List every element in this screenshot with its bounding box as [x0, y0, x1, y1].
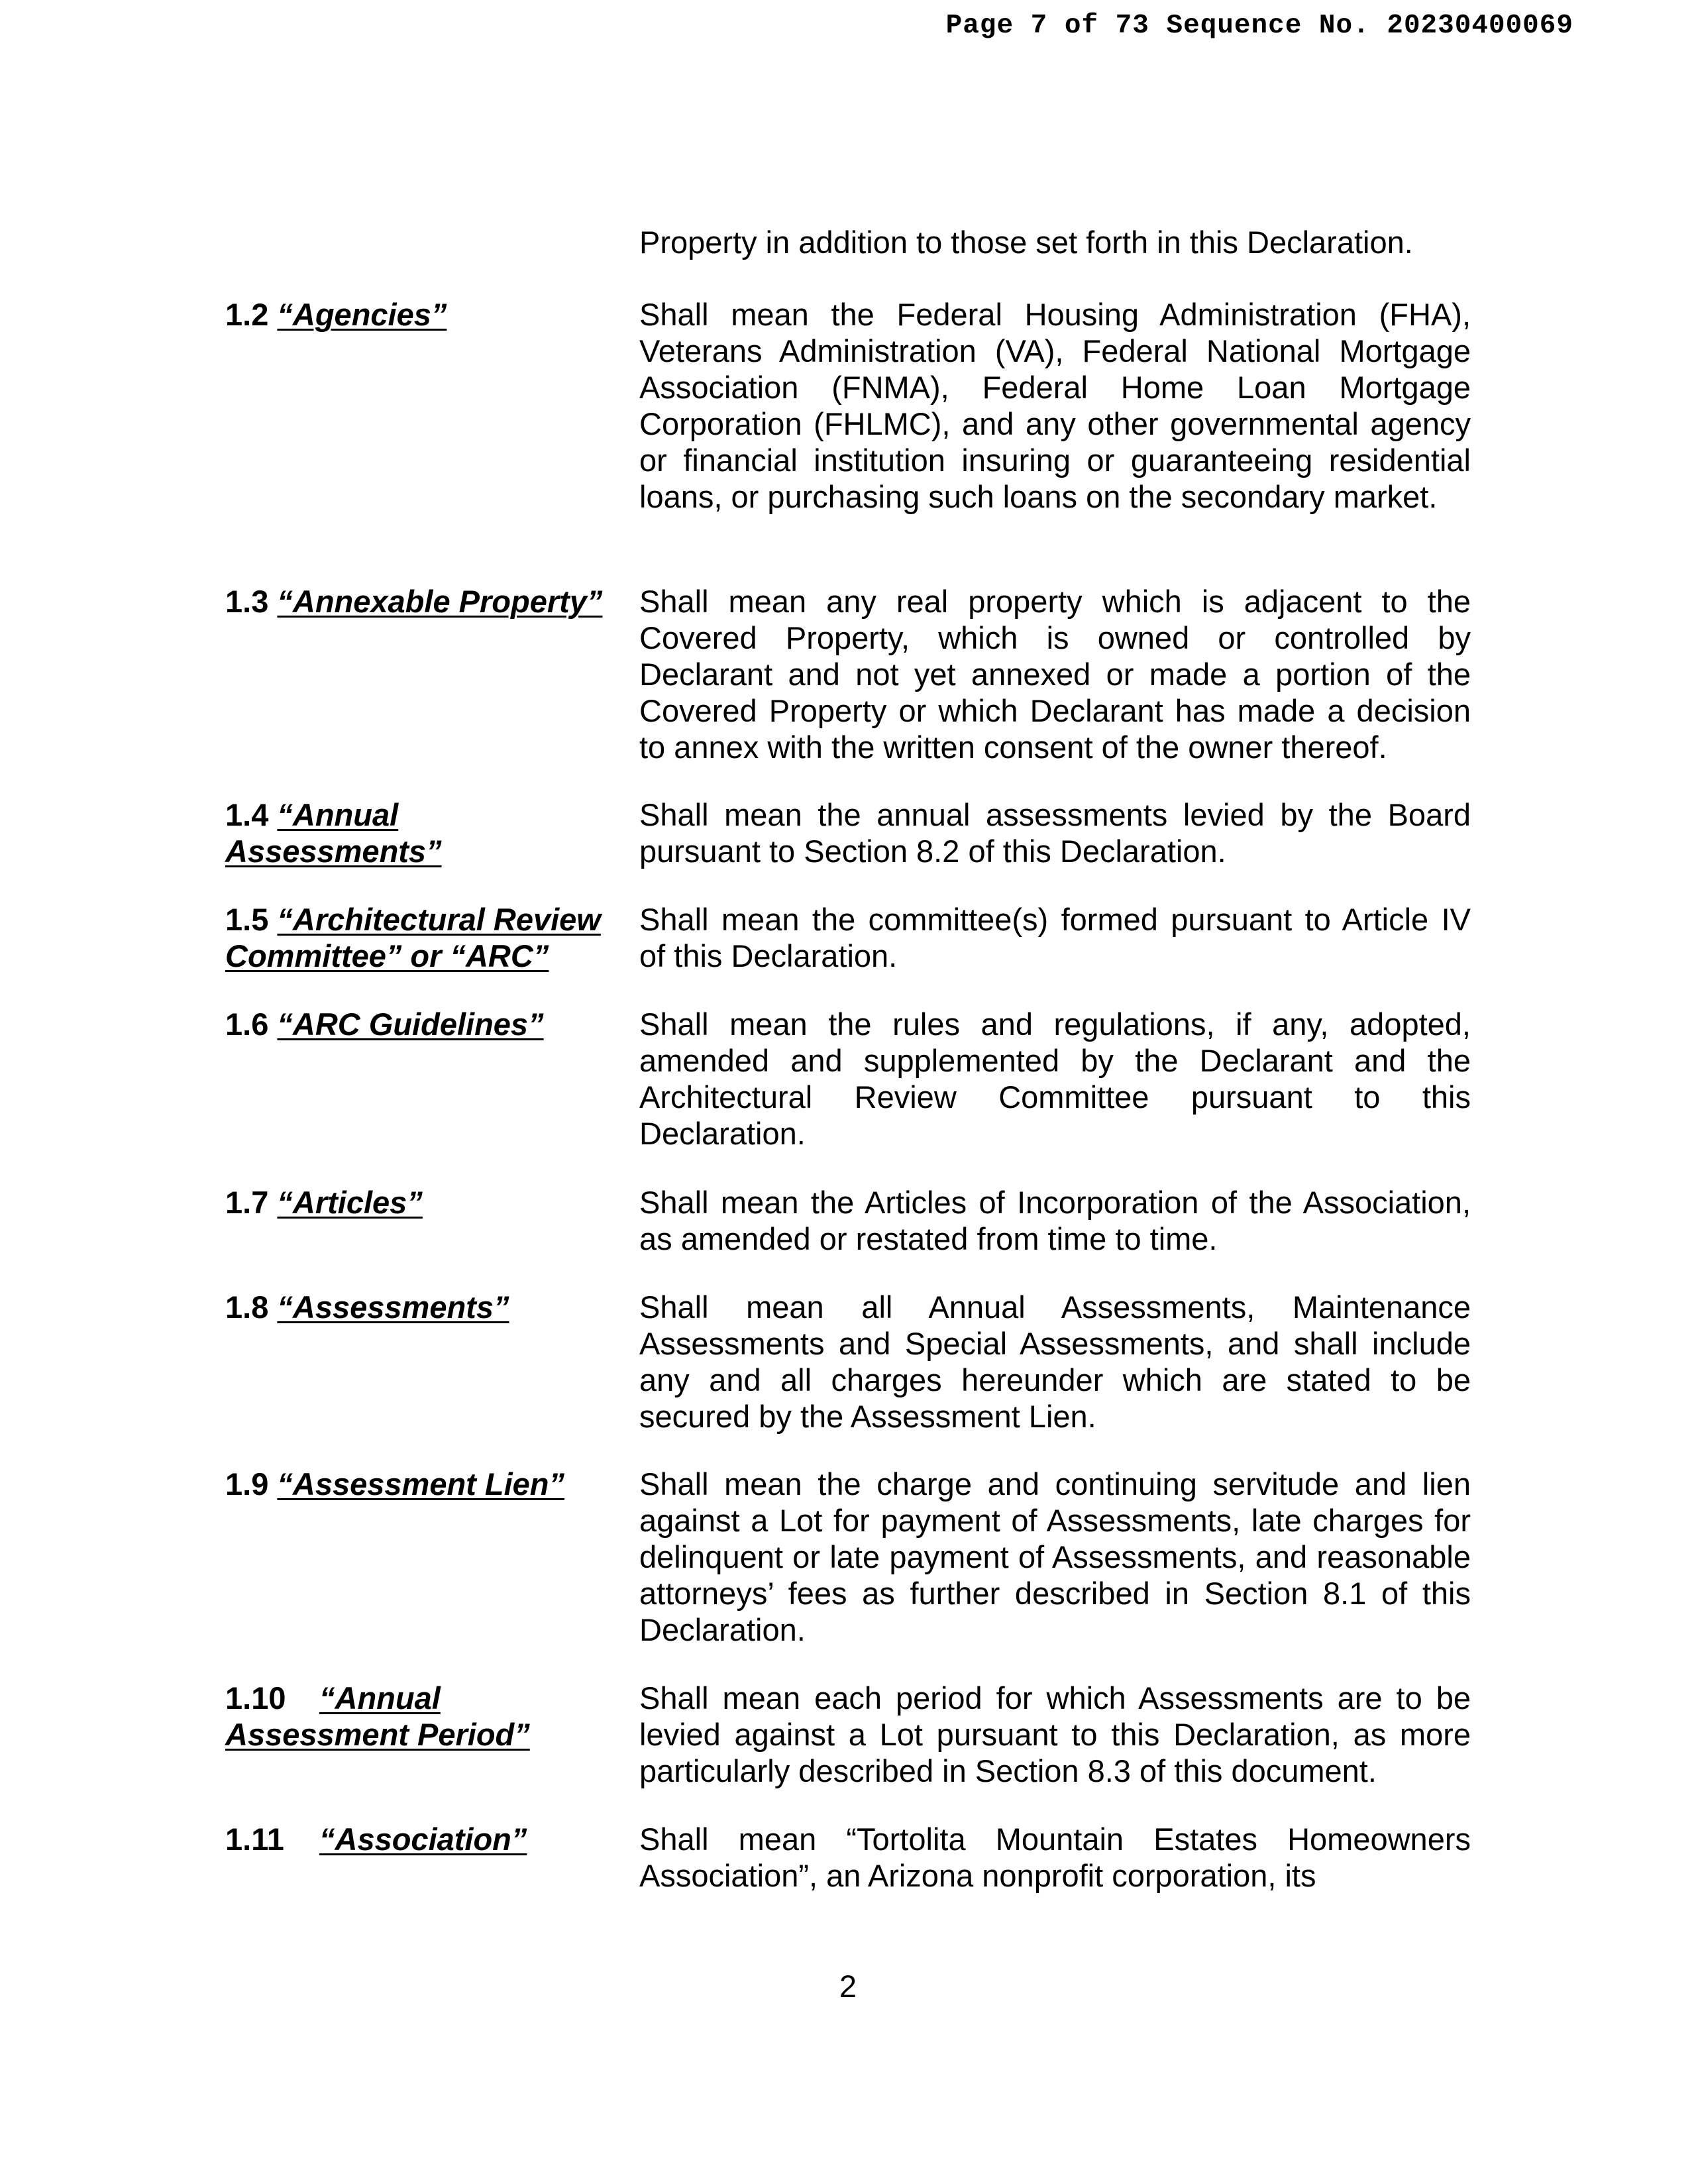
page-header: Page 7 of 73 Sequence No. 20230400069 — [945, 11, 1573, 41]
defined-term: “Assessments” — [277, 1289, 509, 1325]
section-number: 1.11 — [225, 1822, 284, 1857]
term-label — [225, 1006, 616, 1042]
definition-text: Shall mean any real property which is adjacent to the Covered Property, which is owned or controlled by Declarant and not yet annexed or made a portion of the Covered Property or which Declarant has made a decision to annex with the written consent of the owner thereof. — [639, 584, 1471, 765]
definition-text: Shall mean “Tortolita Mountain Estates Homeowners Association”, an Arizona nonprofit corporation, its — [639, 1822, 1471, 1893]
section-number: 1.3 — [225, 584, 269, 619]
definition-text: Shall mean all Annual Assessments, Maintenance Assessments and Special Assessments, and shall include any and all charges hereunder which are stated to be secured by the Assessment Lien. — [639, 1289, 1471, 1434]
definition-text: Shall mean the committee(s) formed pursuant to Article IV of this Declaration. — [639, 902, 1471, 973]
definition-text: Shall mean the Articles of Incorporation of the Association, as amended or restated from time to time. — [639, 1185, 1471, 1256]
section-number: 1.6 — [225, 1007, 269, 1042]
defined-term: “Agencies” — [277, 297, 447, 332]
defined-term: “Annual Assessments” — [225, 797, 442, 869]
term-label — [225, 583, 616, 620]
page-number: 2 — [839, 1969, 857, 2004]
section-number: 1.7 — [225, 1185, 269, 1220]
section-number: 1.5 — [225, 902, 269, 937]
continuation-text: Property in addition to those set forth in this Declaration. — [639, 225, 1413, 260]
defined-term: “Annexable Property” — [277, 584, 603, 619]
section-number: 1.9 — [225, 1466, 269, 1502]
section-number: 1.8 — [225, 1289, 269, 1325]
definition-text: Shall mean the charge and continuing servitude and lien against a Lot for payment of Assessments, late charges for delinquent or late payment of Assessments, and reasonable attorneys’ fees as further described in Section 8.1 of this Declaration. — [639, 1466, 1471, 1647]
term-label — [225, 1680, 556, 1753]
defined-term: “Articles” — [277, 1185, 423, 1220]
section-number: 1.10 — [225, 1680, 286, 1716]
definition-text: Shall mean the Federal Housing Administration (FHA), Veterans Administration (VA), Federal National Mortgage Association (FNMA), Federal Home Loan Mortgage Corporation (FHLMC), and any other governmental agency or financial institution insuring or guaranteeing residential loans, or purchasing such loans on the secondary market. — [639, 297, 1471, 514]
definition-text: Shall mean each period for which Assessments are to be levied against a Lot pursuant to this Declaration, as more particularly described in Section 8.3 of this document. — [639, 1680, 1471, 1788]
definition-text: Shall mean the annual assessments levied by the Board pursuant to Section 8.2 of this Declaration. — [639, 797, 1471, 869]
term-label — [225, 901, 623, 974]
defined-term: “ARC Guidelines” — [277, 1007, 544, 1042]
section-number: 1.4 — [225, 797, 269, 832]
definition-text: Shall mean the rules and regulations, if any, adopted, amended and supplemented by the Declarant and the Architectural Review Committee pursuant to this Declaration. — [639, 1007, 1471, 1151]
term-label — [225, 1289, 616, 1325]
term-label — [225, 1466, 616, 1502]
term-label — [225, 796, 444, 869]
defined-term: “Annual Assessment Period” — [225, 1680, 530, 1752]
section-number: 1.2 — [225, 297, 269, 332]
term-label — [225, 1184, 616, 1221]
defined-term: “Association” — [319, 1822, 527, 1857]
defined-term: “Assessment Lien” — [277, 1466, 565, 1502]
term-label — [225, 296, 616, 333]
term-label — [225, 1821, 616, 1857]
defined-term: “Architectural Review Committee” or “ARC” — [225, 902, 601, 973]
